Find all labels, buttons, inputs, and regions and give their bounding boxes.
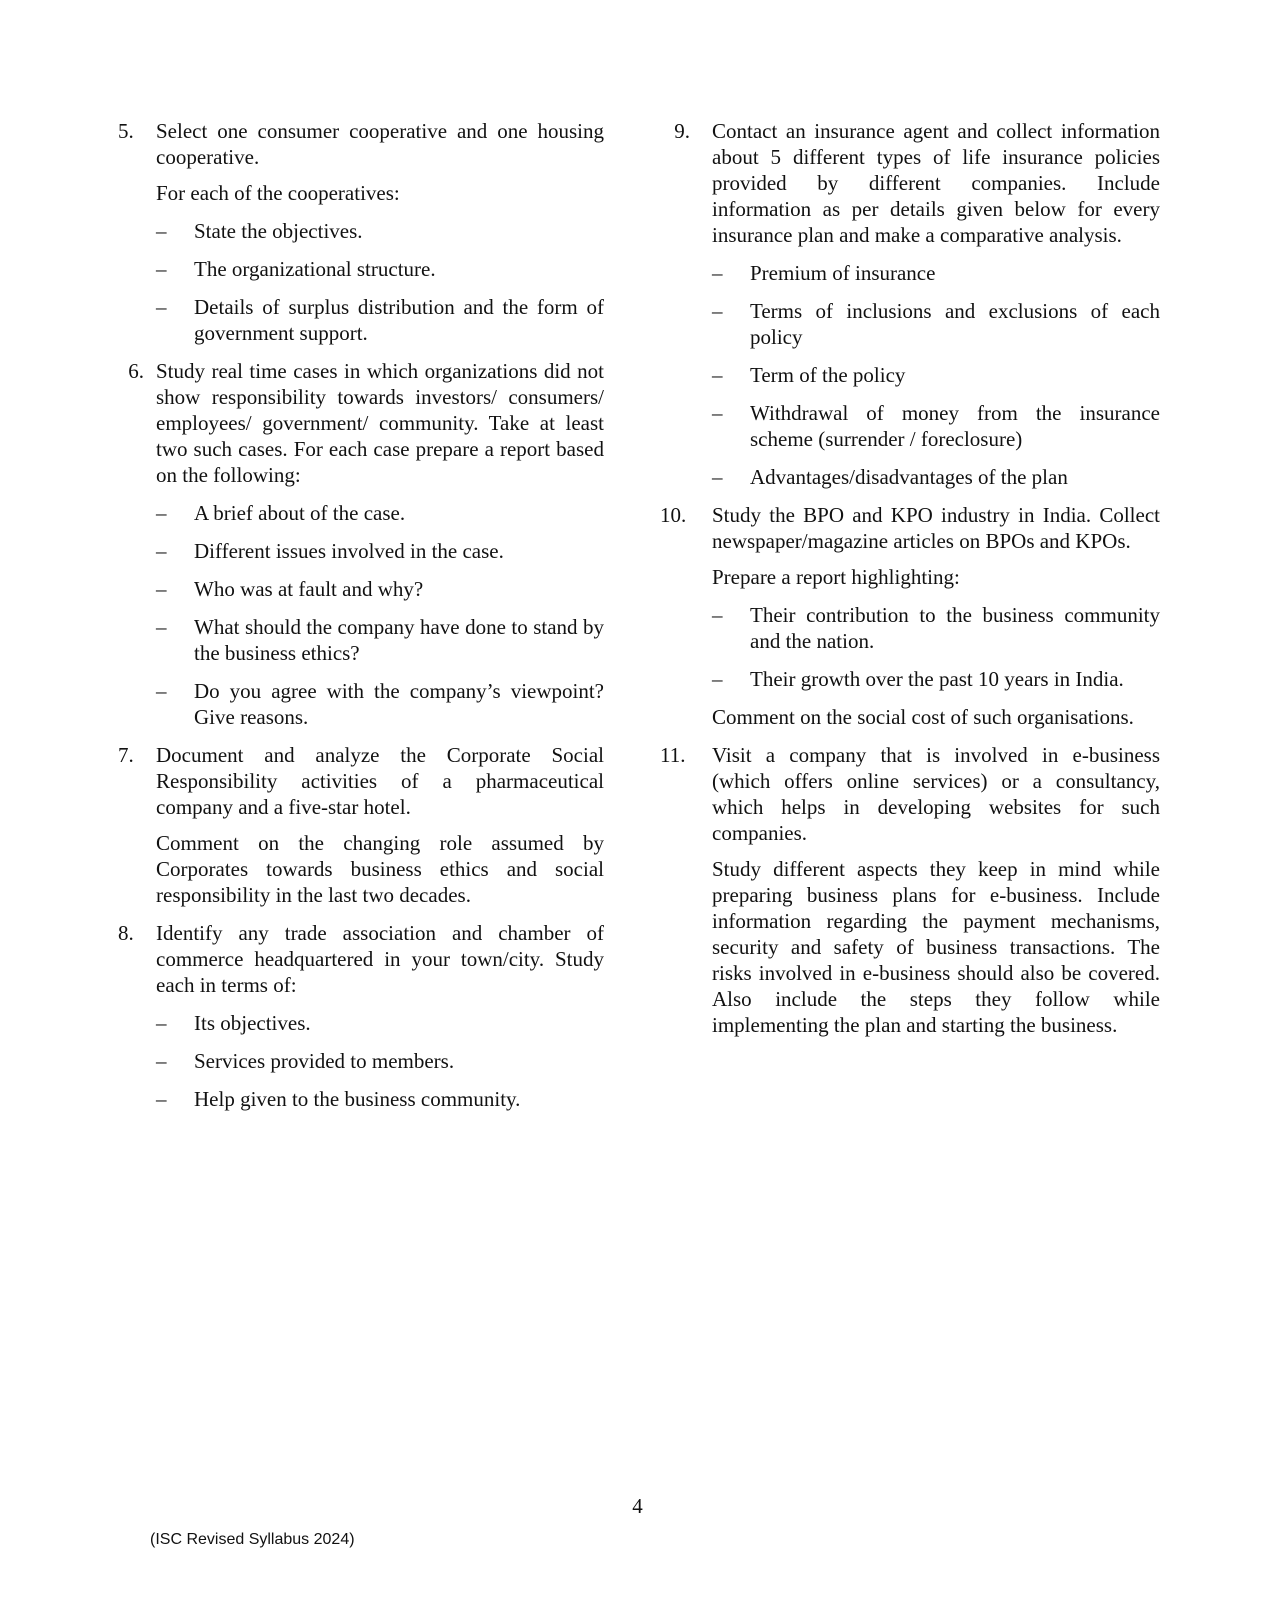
bullet-item: – Their growth over the past 10 years in India. [712, 667, 1124, 691]
question-text: Select one consumer cooperative and one housing cooperative. [156, 119, 604, 169]
question-number: 11. [660, 743, 686, 767]
footer-syllabus-label: (ISC Revised Syllabus 2024) [150, 1531, 355, 1548]
dash-icon: – [156, 501, 167, 525]
question-text: Document and analyze the Corporate Social Responsibility activities of a pharmaceutical company and a five-star hotel. [156, 743, 604, 819]
question-10 [660, 502, 1160, 730]
bullet-item: – Withdrawal of money from the insurance scheme (surrender / foreclosure) [712, 401, 1160, 451]
dash-icon: – [712, 299, 723, 323]
question-number: 7. [118, 743, 134, 767]
dash-icon: – [156, 539, 167, 563]
question-number: 9. [674, 119, 690, 143]
dash-icon: – [712, 667, 723, 691]
bullet-list [712, 602, 1160, 692]
left-column [118, 118, 604, 1124]
dash-icon: – [712, 261, 723, 285]
question-number: 10. [660, 503, 687, 527]
bullet-item: – The organizational structure. [156, 257, 436, 281]
bullet-item: – Do you agree with the company’s viewpoint? Give reasons. [156, 679, 604, 729]
dash-icon: – [712, 401, 723, 425]
question-9 [674, 118, 1160, 490]
question-text: Identify any trade association and chamber of commerce headquartered in your town/city. Study each in terms of: [156, 921, 604, 997]
right-column [660, 118, 1160, 1046]
dash-icon: – [156, 1087, 167, 1111]
bullet-item: – Who was at fault and why? [156, 577, 424, 601]
bullet-item: – Term of the policy [712, 363, 906, 387]
bullet-item: – Its objectives. [156, 1011, 311, 1035]
bullet-list [156, 500, 604, 730]
bullet-item: – Services provided to members. [156, 1049, 455, 1073]
question-paragraph: Comment on the social cost of such organisations. [712, 705, 1134, 729]
dash-icon: – [712, 465, 723, 489]
dash-icon: – [712, 603, 723, 627]
bullet-list [712, 260, 1160, 490]
dash-icon: – [156, 219, 167, 243]
question-paragraph: Prepare a report highlighting: [712, 565, 960, 589]
dash-icon: – [156, 257, 167, 281]
bullet-item: – Their contribution to the business community and the nation. [712, 603, 1160, 653]
question-number: 5. [118, 119, 134, 143]
question-paragraph: Comment on the changing role assumed by Corporates towards business ethics and social responsibility in the last two decades. [156, 831, 604, 907]
question-paragraph: Study different aspects they keep in mind while preparing business plans for e-business. Include information regarding the payment mechanisms, security and safety of business transactions. The risks involved in e-business should also be covered. Also include the steps they follow while implementing the plan and starting the business. [712, 857, 1160, 1037]
question-7 [118, 742, 604, 908]
question-5 [118, 118, 604, 346]
dash-icon: – [156, 1011, 167, 1035]
question-text: Contact an insurance agent and collect information about 5 different types of life insurance policies provided by different companies. Include information as per details given below for every insurance plan and make a comparative analysis. [712, 119, 1160, 247]
question-paragraph: For each of the cooperatives: [156, 181, 400, 205]
question-text: Visit a company that is involved in e-business (which offers online services) or a consultancy, which helps in developing websites for such companies. [712, 743, 1160, 845]
bullet-item: – Advantages/disadvantages of the plan [712, 465, 1068, 489]
bullet-item: – Terms of inclusions and exclusions of each policy [712, 299, 1160, 349]
dash-icon: – [156, 577, 167, 601]
dash-icon: – [712, 363, 723, 387]
question-text: Study real time cases in which organizations did not show responsibility towards investors/ consumers/ employees/ government/ community. Take at least two such cases. For each case prepare a report based on the following: [156, 359, 604, 487]
dash-icon: – [156, 1049, 167, 1073]
dash-icon: – [156, 615, 167, 639]
dash-icon: – [156, 295, 167, 319]
bullet-item: – A brief about of the case. [156, 501, 406, 525]
dash-icon: – [156, 679, 167, 703]
bullet-item: – What should the company have done to stand by the business ethics? [156, 615, 604, 665]
page-number: 4 [632, 1494, 643, 1518]
bullet-item: – State the objectives. [156, 219, 363, 243]
bullet-item: – Premium of insurance [712, 261, 936, 285]
question-number: 8. [118, 921, 134, 945]
question-8 [118, 920, 604, 1112]
question-text: Study the BPO and KPO industry in India. Collect newspaper/magazine articles on BPOs and KPOs. [712, 503, 1160, 553]
bullet-list [156, 218, 604, 346]
bullet-item: – Details of surplus distribution and the form of government support. [156, 295, 604, 345]
question-11 [660, 742, 1160, 1038]
question-number: 6. [128, 359, 144, 383]
bullet-list [156, 1010, 604, 1112]
bullet-item: – Different issues involved in the case. [156, 539, 504, 563]
bullet-item: – Help given to the business community. [156, 1087, 521, 1111]
question-6 [118, 358, 604, 730]
